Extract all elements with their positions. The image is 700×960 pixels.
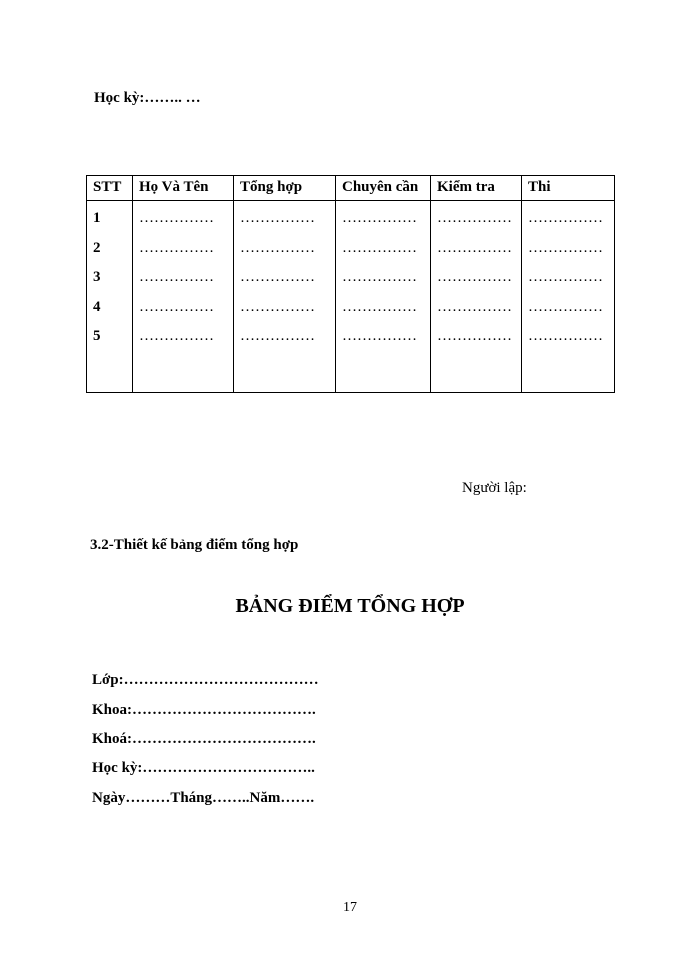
signer-label: Người lập: [462,480,527,496]
dotted-cell: …………… [437,328,512,344]
form-faculty-field: Khoa:………………………………. [92,702,316,718]
grade-table [86,175,615,393]
name-column [133,201,234,393]
table-header-row [87,176,615,201]
stt-cell: 4 [93,298,101,315]
dotted-cell: …………… [342,328,417,344]
stt-cell: 1 [93,210,101,226]
dotted-cell: …………… [240,210,315,226]
header-exam: Thi [522,176,615,201]
dotted-cell: …………… [342,210,417,226]
dotted-cell: …………… [528,328,603,344]
dotted-cell: …………… [342,269,417,285]
dotted-cell: …………… [240,269,315,285]
header-attendance: Chuyên cần [336,176,431,201]
stt-column [87,201,133,393]
dotted-cell: …………… [139,328,214,344]
dotted-cell: …………… [240,239,315,256]
stt-cell: 5 [93,328,101,344]
table-body-row [87,201,615,393]
attendance-column [336,201,431,393]
form-class-field: Lớp:………………………………… [92,672,319,688]
total-column [234,201,336,393]
exam-column [522,201,615,393]
form-course-field: Khoá:………………………………. [92,731,316,747]
section-heading: 3.2-Thiết kế bảng điểm tổng hợp [90,537,299,553]
dotted-cell: …………… [342,239,417,256]
test-column [431,201,522,393]
semester-label: Học kỳ:…….. … [94,90,201,106]
dotted-cell: …………… [437,239,512,256]
dotted-cell: …………… [437,210,512,226]
form-semester-field: Học kỳ:…………………………….. [92,760,315,776]
stt-cell: 2 [93,239,101,256]
dotted-cell: …………… [437,269,512,285]
dotted-cell: …………… [139,298,214,315]
dotted-cell: …………… [139,210,214,226]
dotted-cell: …………… [528,298,603,315]
dotted-cell: …………… [437,298,512,315]
header-test: Kiểm tra [431,176,522,201]
dotted-cell: …………… [528,210,603,226]
dotted-cell: …………… [240,328,315,344]
dotted-cell: …………… [240,298,315,315]
dotted-cell: …………… [139,239,214,256]
stt-cell: 3 [93,269,101,285]
header-stt: STT [87,176,133,201]
page-number: 17 [343,900,357,915]
form-date-field: Ngày………Tháng……..Năm……. [92,790,315,806]
dotted-cell: …………… [528,239,603,256]
header-total: Tổng hợp [234,176,336,201]
dotted-cell: …………… [139,269,214,285]
dotted-cell: …………… [342,298,417,315]
dotted-cell: …………… [528,269,603,285]
header-name: Họ Và Tên [133,176,234,201]
main-title: BẢNG ĐIỂM TỔNG HỢP [235,595,465,617]
